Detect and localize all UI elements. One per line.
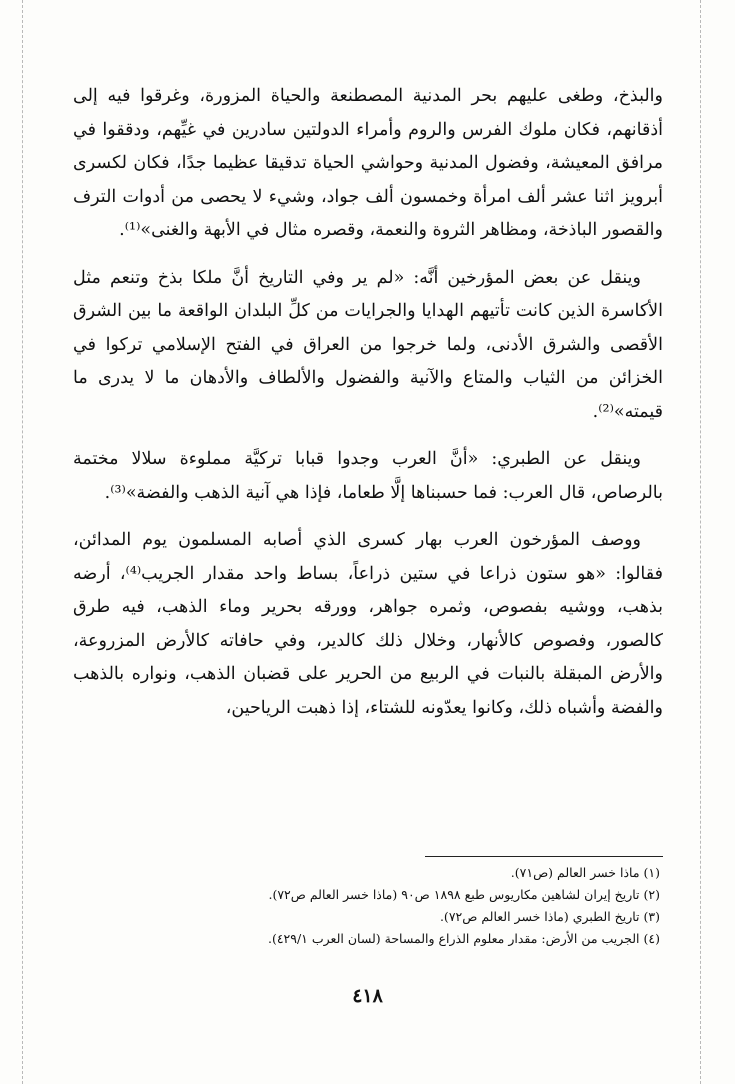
page-edge-line-left bbox=[22, 0, 23, 1084]
body-text bbox=[73, 80, 663, 739]
footnote-3: (٣) تاريخ الطبري (ماذا خسر العالم ص٧٢). bbox=[439, 909, 660, 924]
page-number: ٤١٨ bbox=[352, 985, 383, 1007]
footnotes bbox=[160, 862, 660, 950]
footnote-2: (٢) تاريخ إيران لشاهين مكاريوس طبع ١٨٩٨ ص٩٠ (ماذا خسر العالم ص٧٢). bbox=[268, 887, 660, 902]
paragraph-4: ووصف المؤرخون العرب بهار كسرى الذي أصابه المسلمون يوم المدائن، فقالوا: «هو ستون ذراعا في ستين ذراعاً، بساط واحد مقدار الجريب⁽⁴⁾، أرضه بذهب، ووشيه بفصوص، وثمره جواهر، وورقه بحرير وماء الذهب، فيه طرق كالصور، وفصوص كالأنهار، وخلال ذلك كالدير، وفي حافاته كالأرض المزروعة، والأرض المبقلة بالنبات في الربيع من الحرير على قضبان الذهب، ونواره بالذهب والفضة وأشباه ذلك، وكانوا يعدّونه للشتاء، إذا ذهبت الرياحين، bbox=[73, 530, 663, 718]
paragraph-1: والبذخ، وطغى عليهم بحر المدنية المصطنعة والحياة المزورة، وغرقوا فيه إلى أذقانهم، فكان ملوك الفرس والروم وأمراء الدولتين سادرين في غيِّهم، ودققوا في مرافق المعيشة، وفضول المدنية وحواشي الحياة تدقيقا عظيما جدًا، فكان لكسرى أبرويز اثنا عشر ألف امرأة وخمسون ألف جواد، وشيء لا يحصى من أدوات الترف والقصور الباذخة، ومظاهر الثروة والنعمة، وقصره مثال في الأبهة والغنى»⁽¹⁾. bbox=[73, 86, 663, 240]
footnote-4: (٤) الجريب من الأرض: مقدار معلوم الذراع والمساحة (لسان العرب ٤٢٩/١). bbox=[267, 931, 660, 946]
footnote-separator bbox=[425, 856, 663, 857]
paragraph-2: وينقل عن بعض المؤرخين أنَّه: «لم ير وفي التاريخ أنَّ ملكا بذخ وتنعم مثل الأكاسرة الذين كانت تأتيهم الهدايا والجرايات من كلِّ البلدان الواقعة ما بين الشرق الأقصى والشرق الأدنى، ولما خرجوا من العراق في الفتح الإسلامي تركوا في الخزائن من الثياب والمتاع والآنية والفضول والألطاف والأدهان ما لا يدرى ما قيمته»⁽²⁾. bbox=[73, 267, 663, 422]
paragraph-3: وينقل عن الطبري: «أنَّ العرب وجدوا قبابا تركيَّة مملوءة سلالا مختمة بالرصاص، قال العرب: فما حسبناها إلَّا طعاما، فإذا هي آنية الذهب والفضة»⁽³⁾. bbox=[73, 449, 663, 503]
page-edge-line-right bbox=[700, 0, 701, 1084]
footnote-1: (١) ماذا خسر العالم (ص٧١). bbox=[510, 865, 660, 880]
